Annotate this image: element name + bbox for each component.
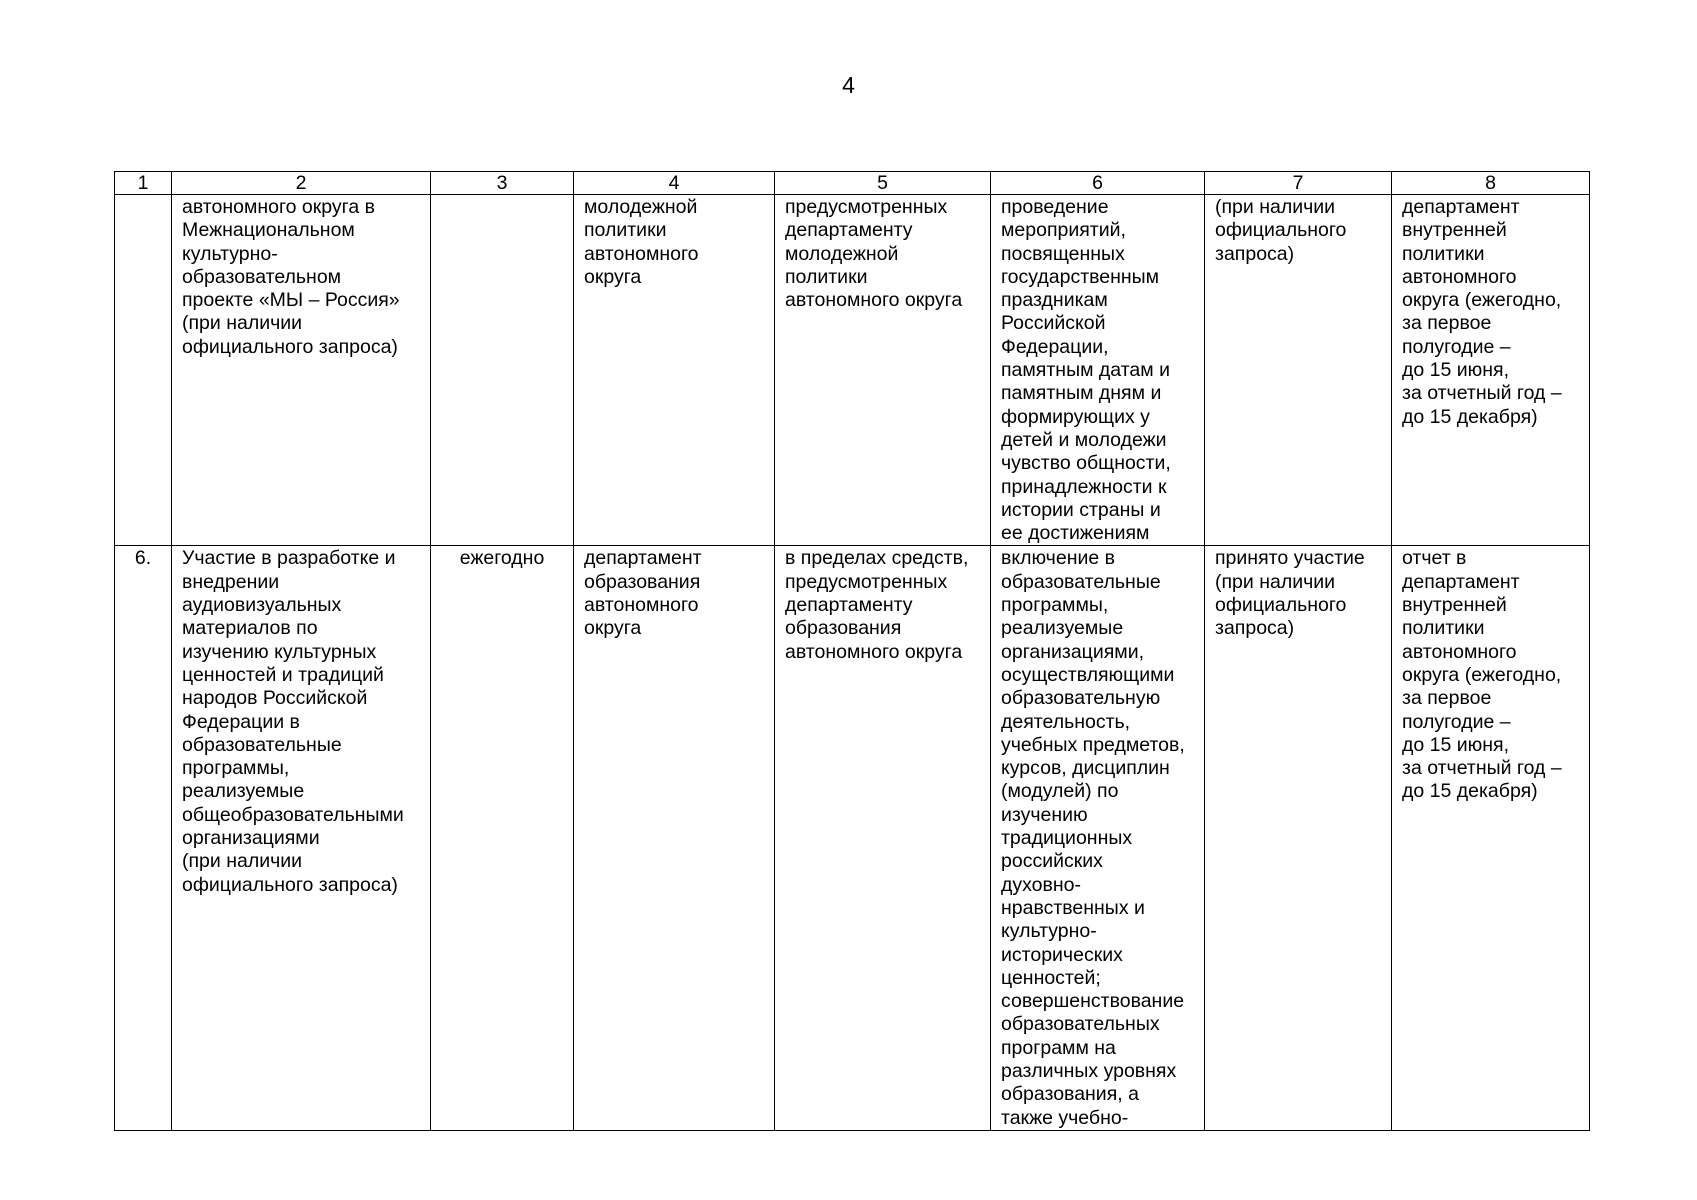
row-number-cell xyxy=(115,195,172,546)
term-cell: ежегодно xyxy=(431,546,574,1130)
column-number-row xyxy=(115,172,1590,195)
page-number: 4 xyxy=(842,72,855,98)
indicator-cell: (при наличии официального запроса) xyxy=(1205,195,1392,546)
column-number: 5 xyxy=(775,172,991,195)
executor-cell: департамент образования автономного округа xyxy=(574,546,775,1130)
report-cell: департамент внутренней политики автономного округа (ежегодно, за первое полугодие – до 15 июня, за отчетный год – до 15 декабря) xyxy=(1392,195,1590,546)
indicator-cell: принято участие (при наличии официального запроса) xyxy=(1205,546,1392,1130)
event-cell: Участие в разработке и внедрении аудиовизуальных материалов по изучению культурных ценностей и традиций народов Российской Федерации в образовательные программы, реализуемые общеобразовательными организациями (при наличии официального запроса) xyxy=(172,546,431,1130)
column-number: 4 xyxy=(574,172,775,195)
column-number: 3 xyxy=(431,172,574,195)
column-number: 7 xyxy=(1205,172,1392,195)
column-number: 2 xyxy=(172,172,431,195)
funding-cell: предусмотренных департаменту молодежной политики автономного округа xyxy=(775,195,991,546)
executor-cell: молодежной политики автономного округа xyxy=(574,195,775,546)
column-number: 8 xyxy=(1392,172,1590,195)
report-cell: отчет в департамент внутренней политики автономного округа (ежегодно, за первое полугодие – до 15 июня, за отчетный год – до 15 декабря) xyxy=(1392,546,1590,1130)
table-row xyxy=(115,195,1590,546)
column-number: 6 xyxy=(991,172,1205,195)
result-cell: проведение мероприятий, посвященных государственным праздникам Российской Федерации, памятным датам и памятным дням и формирующих у детей и молодежи чувство общности, принадлежности к истории страны и ее достижениям xyxy=(991,195,1205,546)
plan-table xyxy=(114,171,1590,1131)
result-cell: включение в образовательные программы, реализуемые организациями, осуществляющими образовательную деятельность, учебных предметов, курсов, дисциплин (модулей) по изучению традиционных российских духовно- нравственных и культурно- исторических ценностей; совершенствование образовательных программ на различных уровнях образования, а также учебно- xyxy=(991,546,1205,1130)
funding-cell: в пределах средств, предусмотренных департаменту образования автономного округа xyxy=(775,546,991,1130)
row-number-cell: 6. xyxy=(115,546,172,1130)
term-cell xyxy=(431,195,574,546)
table-row xyxy=(115,546,1590,1130)
event-cell: автономного округа в Межнациональном культурно- образовательном проекте «МЫ – Россия» (при наличии официального запроса) xyxy=(172,195,431,546)
column-number: 1 xyxy=(115,172,172,195)
